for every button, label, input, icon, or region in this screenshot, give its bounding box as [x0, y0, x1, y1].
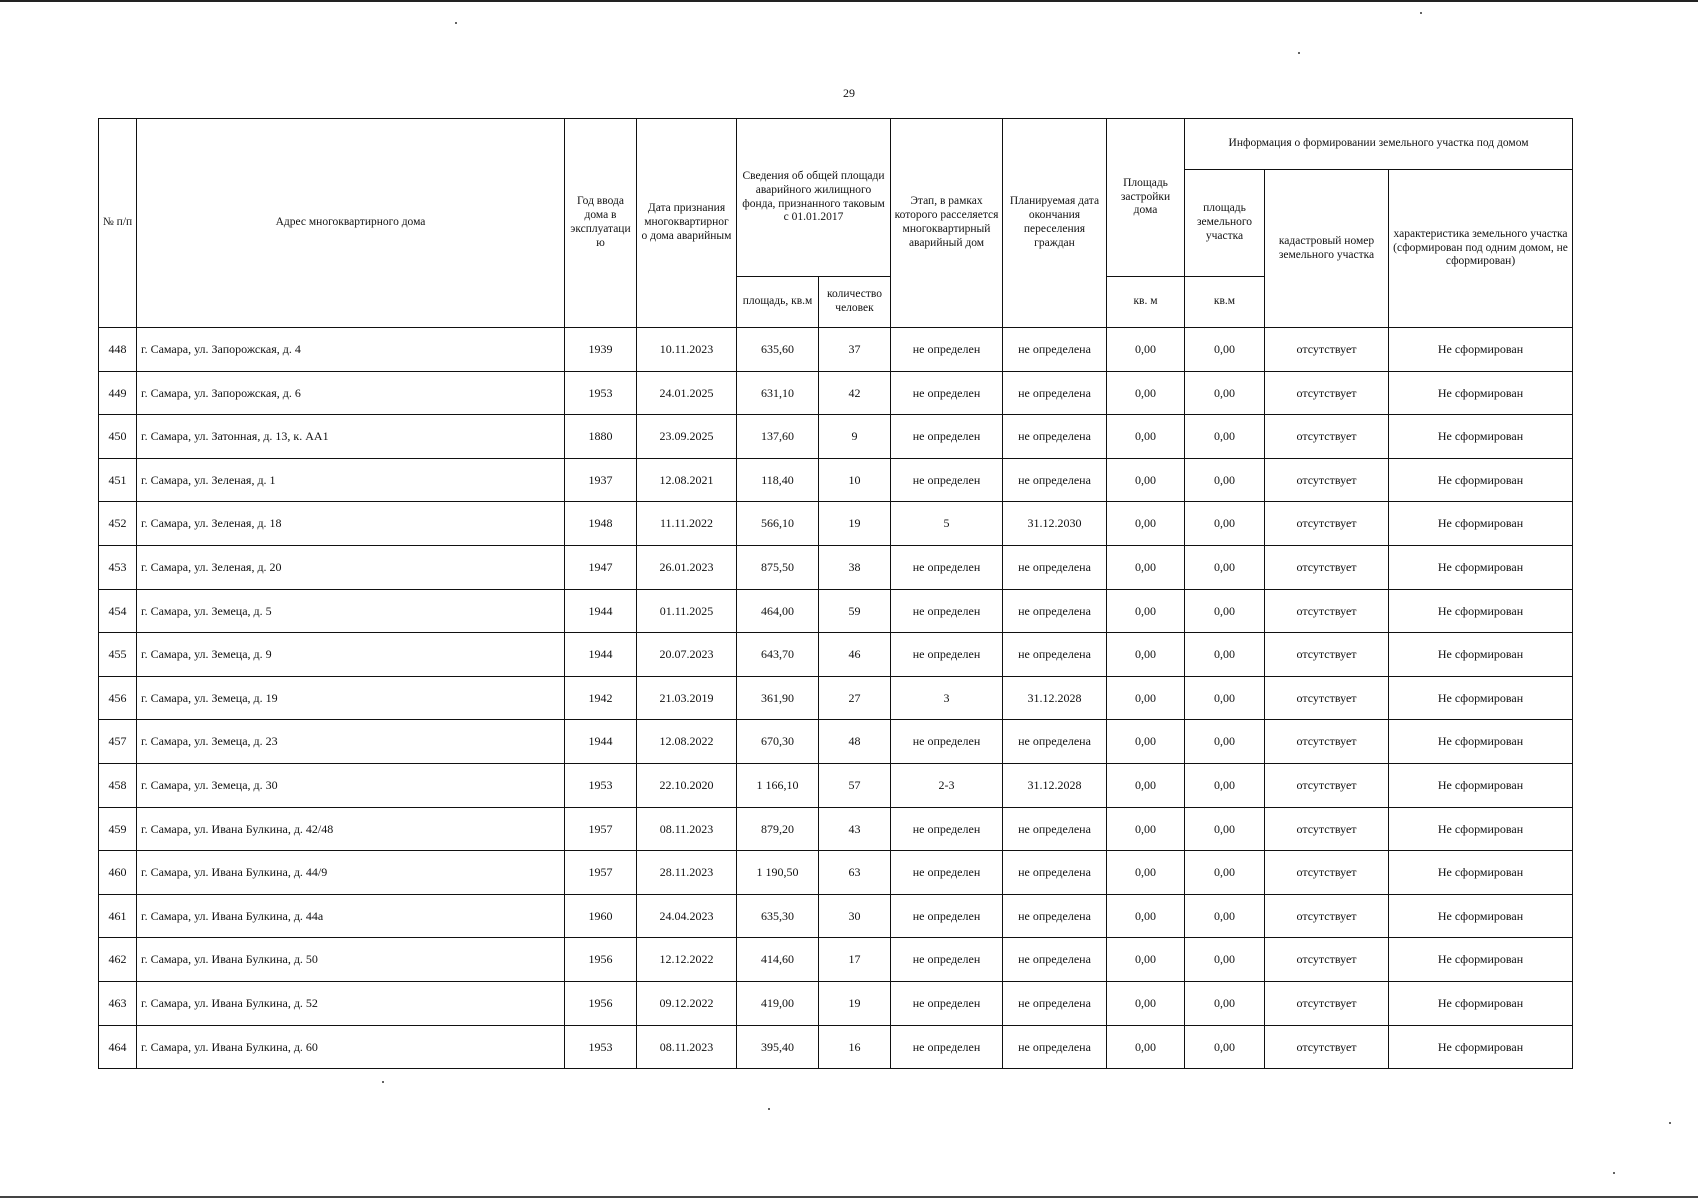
- recognition-date-cell: 11.11.2022: [637, 502, 737, 546]
- characteristic-cell: Не сформирован: [1389, 1025, 1573, 1069]
- planned-date-cell: не определена: [1003, 589, 1107, 633]
- built-area-cell: 0,00: [1107, 763, 1185, 807]
- people-count-cell: 48: [819, 720, 891, 764]
- stage-cell: не определен: [891, 807, 1003, 851]
- scan-speck: [1613, 1172, 1615, 1174]
- recognition-date-cell: 26.01.2023: [637, 545, 737, 589]
- cadastral-cell: отсутствует: [1265, 676, 1389, 720]
- cadastral-cell: отсутствует: [1265, 807, 1389, 851]
- characteristic-cell: Не сформирован: [1389, 633, 1573, 677]
- planned-date-cell: 31.12.2028: [1003, 676, 1107, 720]
- recognition-date-cell: 01.11.2025: [637, 589, 737, 633]
- row-number: 463: [99, 981, 137, 1025]
- year-cell: 1944: [565, 720, 637, 764]
- people-count-cell: 37: [819, 328, 891, 372]
- header-fund-people: количество человек: [819, 277, 891, 328]
- table-row: [99, 458, 1573, 502]
- land-area-cell: 0,00: [1185, 938, 1265, 982]
- built-area-cell: 0,00: [1107, 545, 1185, 589]
- row-number: 451: [99, 458, 137, 502]
- people-count-cell: 9: [819, 415, 891, 459]
- land-area-cell: 0,00: [1185, 720, 1265, 764]
- cadastral-cell: отсутствует: [1265, 981, 1389, 1025]
- cadastral-cell: отсутствует: [1265, 371, 1389, 415]
- header-num: № п/п: [99, 119, 137, 328]
- table-row: [99, 763, 1573, 807]
- cadastral-cell: отсутствует: [1265, 415, 1389, 459]
- land-area-cell: 0,00: [1185, 415, 1265, 459]
- land-area-cell: 0,00: [1185, 676, 1265, 720]
- stage-cell: не определен: [891, 894, 1003, 938]
- row-number: 453: [99, 545, 137, 589]
- characteristic-cell: Не сформирован: [1389, 851, 1573, 895]
- stage-cell: 2-3: [891, 763, 1003, 807]
- land-area-cell: 0,00: [1185, 633, 1265, 677]
- header-planned-date: Планируемая дата окончания переселения граждан: [1003, 119, 1107, 328]
- land-area-cell: 0,00: [1185, 458, 1265, 502]
- cadastral-cell: отсутствует: [1265, 545, 1389, 589]
- header-characteristic: характеристика земельного участка (сформирован под одним домом, не сформирован): [1389, 170, 1573, 328]
- cadastral-cell: отсутствует: [1265, 502, 1389, 546]
- stage-cell: не определен: [891, 938, 1003, 982]
- emergency-housing-table: [98, 118, 1573, 1069]
- built-area-cell: 0,00: [1107, 894, 1185, 938]
- cadastral-cell: отсутствует: [1265, 720, 1389, 764]
- stage-cell: не определен: [891, 851, 1003, 895]
- people-count-cell: 42: [819, 371, 891, 415]
- people-count-cell: 63: [819, 851, 891, 895]
- header-cadastral: кадастровый номер земельного участка: [1265, 170, 1389, 328]
- people-count-cell: 10: [819, 458, 891, 502]
- year-cell: 1953: [565, 763, 637, 807]
- people-count-cell: 46: [819, 633, 891, 677]
- address-cell: г. Самара, ул. Ивана Булкина, д. 50: [137, 938, 565, 982]
- recognition-date-cell: 12.08.2021: [637, 458, 737, 502]
- cadastral-cell: отсутствует: [1265, 328, 1389, 372]
- people-count-cell: 30: [819, 894, 891, 938]
- address-cell: г. Самара, ул. Зеленая, д. 20: [137, 545, 565, 589]
- cadastral-cell: отсутствует: [1265, 1025, 1389, 1069]
- fund-area-cell: 566,10: [737, 502, 819, 546]
- built-area-cell: 0,00: [1107, 328, 1185, 372]
- fund-area-cell: 875,50: [737, 545, 819, 589]
- cadastral-cell: отсутствует: [1265, 763, 1389, 807]
- address-cell: г. Самара, ул. Земеца, д. 23: [137, 720, 565, 764]
- row-number: 454: [99, 589, 137, 633]
- year-cell: 1937: [565, 458, 637, 502]
- address-cell: г. Самара, ул. Земеца, д. 9: [137, 633, 565, 677]
- stage-cell: не определен: [891, 633, 1003, 677]
- table-row: [99, 633, 1573, 677]
- row-number: 458: [99, 763, 137, 807]
- people-count-cell: 27: [819, 676, 891, 720]
- table-row: [99, 589, 1573, 633]
- built-area-cell: 0,00: [1107, 676, 1185, 720]
- table-row: [99, 545, 1573, 589]
- characteristic-cell: Не сформирован: [1389, 328, 1573, 372]
- year-cell: 1942: [565, 676, 637, 720]
- year-cell: 1957: [565, 851, 637, 895]
- characteristic-cell: Не сформирован: [1389, 981, 1573, 1025]
- recognition-date-cell: 12.08.2022: [637, 720, 737, 764]
- cadastral-cell: отсутствует: [1265, 633, 1389, 677]
- built-area-cell: 0,00: [1107, 371, 1185, 415]
- people-count-cell: 57: [819, 763, 891, 807]
- stage-cell: не определен: [891, 981, 1003, 1025]
- recognition-date-cell: 24.01.2025: [637, 371, 737, 415]
- header-year: Год ввода дома в эксплуатаци ю: [565, 119, 637, 328]
- built-area-cell: 0,00: [1107, 851, 1185, 895]
- row-number: 448: [99, 328, 137, 372]
- land-area-cell: 0,00: [1185, 851, 1265, 895]
- built-area-cell: 0,00: [1107, 1025, 1185, 1069]
- table-row: [99, 851, 1573, 895]
- recognition-date-cell: 24.04.2023: [637, 894, 737, 938]
- scan-speck: [1420, 12, 1422, 14]
- characteristic-cell: Не сформирован: [1389, 589, 1573, 633]
- characteristic-cell: Не сформирован: [1389, 894, 1573, 938]
- built-area-cell: 0,00: [1107, 807, 1185, 851]
- built-area-cell: 0,00: [1107, 415, 1185, 459]
- housing-table-container: [98, 118, 1572, 1069]
- characteristic-cell: Не сформирован: [1389, 807, 1573, 851]
- people-count-cell: 59: [819, 589, 891, 633]
- table-row: [99, 415, 1573, 459]
- stage-cell: не определен: [891, 1025, 1003, 1069]
- year-cell: 1947: [565, 545, 637, 589]
- scan-edge-bottom: [0, 1196, 1698, 1198]
- land-area-cell: 0,00: [1185, 589, 1265, 633]
- built-area-cell: 0,00: [1107, 458, 1185, 502]
- cadastral-cell: отсутствует: [1265, 894, 1389, 938]
- row-number: 452: [99, 502, 137, 546]
- scan-speck: [768, 1108, 770, 1110]
- year-cell: 1953: [565, 371, 637, 415]
- stage-cell: 5: [891, 502, 1003, 546]
- recognition-date-cell: 28.11.2023: [637, 851, 737, 895]
- fund-area-cell: 1 190,50: [737, 851, 819, 895]
- land-area-cell: 0,00: [1185, 807, 1265, 851]
- row-number: 462: [99, 938, 137, 982]
- recognition-date-cell: 09.12.2022: [637, 981, 737, 1025]
- cadastral-cell: отсутствует: [1265, 589, 1389, 633]
- land-area-cell: 0,00: [1185, 763, 1265, 807]
- fund-area-cell: 670,30: [737, 720, 819, 764]
- table-row: [99, 720, 1573, 764]
- stage-cell: не определен: [891, 328, 1003, 372]
- table-row: [99, 676, 1573, 720]
- planned-date-cell: 31.12.2030: [1003, 502, 1107, 546]
- characteristic-cell: Не сформирован: [1389, 720, 1573, 764]
- people-count-cell: 16: [819, 1025, 891, 1069]
- planned-date-cell: не определена: [1003, 545, 1107, 589]
- year-cell: 1957: [565, 807, 637, 851]
- table-row: [99, 981, 1573, 1025]
- land-area-cell: 0,00: [1185, 502, 1265, 546]
- address-cell: г. Самара, ул. Затонная, д. 13, к. АА1: [137, 415, 565, 459]
- recognition-date-cell: 08.11.2023: [637, 1025, 737, 1069]
- planned-date-cell: не определена: [1003, 807, 1107, 851]
- planned-date-cell: не определена: [1003, 328, 1107, 372]
- recognition-date-cell: 22.10.2020: [637, 763, 737, 807]
- header-date-recognition: Дата признания многоквартирног о дома аварийным: [637, 119, 737, 328]
- built-area-cell: 0,00: [1107, 633, 1185, 677]
- address-cell: г. Самара, ул. Зеленая, д. 1: [137, 458, 565, 502]
- fund-area-cell: 419,00: [737, 981, 819, 1025]
- stage-cell: не определен: [891, 371, 1003, 415]
- built-area-cell: 0,00: [1107, 938, 1185, 982]
- people-count-cell: 17: [819, 938, 891, 982]
- address-cell: г. Самара, ул. Земеца, д. 19: [137, 676, 565, 720]
- table-row: [99, 328, 1573, 372]
- address-cell: г. Самара, ул. Запорожская, д. 6: [137, 371, 565, 415]
- characteristic-cell: Не сформирован: [1389, 415, 1573, 459]
- scan-edge-top: [0, 0, 1698, 2]
- row-number: 464: [99, 1025, 137, 1069]
- address-cell: г. Самара, ул. Земеца, д. 5: [137, 589, 565, 633]
- fund-area-cell: 635,60: [737, 328, 819, 372]
- recognition-date-cell: 20.07.2023: [637, 633, 737, 677]
- built-area-cell: 0,00: [1107, 589, 1185, 633]
- address-cell: г. Самара, ул. Ивана Булкина, д. 52: [137, 981, 565, 1025]
- land-area-cell: 0,00: [1185, 894, 1265, 938]
- table-row: [99, 807, 1573, 851]
- planned-date-cell: 31.12.2028: [1003, 763, 1107, 807]
- row-number: 459: [99, 807, 137, 851]
- recognition-date-cell: 23.09.2025: [637, 415, 737, 459]
- fund-area-cell: 631,10: [737, 371, 819, 415]
- address-cell: г. Самара, ул. Ивана Булкина, д. 44а: [137, 894, 565, 938]
- row-number: 461: [99, 894, 137, 938]
- land-area-cell: 0,00: [1185, 545, 1265, 589]
- fund-area-cell: 643,70: [737, 633, 819, 677]
- fund-area-cell: 635,30: [737, 894, 819, 938]
- planned-date-cell: не определена: [1003, 458, 1107, 502]
- people-count-cell: 19: [819, 981, 891, 1025]
- address-cell: г. Самара, ул. Ивана Булкина, д. 42/48: [137, 807, 565, 851]
- characteristic-cell: Не сформирован: [1389, 763, 1573, 807]
- address-cell: г. Самара, ул. Ивана Булкина, д. 60: [137, 1025, 565, 1069]
- address-cell: г. Самара, ул. Запорожская, д. 4: [137, 328, 565, 372]
- cadastral-cell: отсутствует: [1265, 851, 1389, 895]
- year-cell: 1960: [565, 894, 637, 938]
- page-number: 29: [843, 86, 855, 100]
- address-cell: г. Самара, ул. Земеца, д. 30: [137, 763, 565, 807]
- header-land-area-unit: кв.м: [1185, 277, 1265, 328]
- year-cell: 1956: [565, 981, 637, 1025]
- fund-area-cell: 137,60: [737, 415, 819, 459]
- scan-speck: [382, 1081, 384, 1083]
- fund-area-cell: 1 166,10: [737, 763, 819, 807]
- header-fund-area: площадь, кв.м: [737, 277, 819, 328]
- table-row: [99, 502, 1573, 546]
- fund-area-cell: 118,40: [737, 458, 819, 502]
- land-area-cell: 0,00: [1185, 328, 1265, 372]
- scan-speck: [1669, 1122, 1671, 1124]
- fund-area-cell: 395,40: [737, 1025, 819, 1069]
- fund-area-cell: 414,60: [737, 938, 819, 982]
- land-area-cell: 0,00: [1185, 1025, 1265, 1069]
- built-area-cell: 0,00: [1107, 720, 1185, 764]
- recognition-date-cell: 12.12.2022: [637, 938, 737, 982]
- row-number: 455: [99, 633, 137, 677]
- scan-speck: [1298, 52, 1300, 54]
- stage-cell: не определен: [891, 415, 1003, 459]
- year-cell: 1944: [565, 589, 637, 633]
- year-cell: 1880: [565, 415, 637, 459]
- land-area-cell: 0,00: [1185, 981, 1265, 1025]
- year-cell: 1953: [565, 1025, 637, 1069]
- planned-date-cell: не определена: [1003, 371, 1107, 415]
- year-cell: 1944: [565, 633, 637, 677]
- table-row: [99, 371, 1573, 415]
- characteristic-cell: Не сформирован: [1389, 676, 1573, 720]
- table-body: [99, 328, 1573, 1069]
- table-row: [99, 894, 1573, 938]
- people-count-cell: 43: [819, 807, 891, 851]
- header-land-info: Информация о формировании земельного участка под домом: [1185, 119, 1573, 170]
- planned-date-cell: не определена: [1003, 720, 1107, 764]
- table-row: [99, 938, 1573, 982]
- land-area-cell: 0,00: [1185, 371, 1265, 415]
- characteristic-cell: Не сформирован: [1389, 458, 1573, 502]
- planned-date-cell: не определена: [1003, 415, 1107, 459]
- planned-date-cell: не определена: [1003, 894, 1107, 938]
- header-fund-info: Сведения об общей площади аварийного жилищного фонда, признанного таковым с 01.01.2017: [737, 119, 891, 277]
- planned-date-cell: не определена: [1003, 633, 1107, 677]
- stage-cell: не определен: [891, 720, 1003, 764]
- stage-cell: не определен: [891, 458, 1003, 502]
- year-cell: 1948: [565, 502, 637, 546]
- table-header: [99, 119, 1573, 328]
- characteristic-cell: Не сформирован: [1389, 502, 1573, 546]
- planned-date-cell: не определена: [1003, 1025, 1107, 1069]
- planned-date-cell: не определена: [1003, 981, 1107, 1025]
- address-cell: г. Самара, ул. Ивана Булкина, д. 44/9: [137, 851, 565, 895]
- scan-speck: [455, 22, 457, 24]
- year-cell: 1939: [565, 328, 637, 372]
- planned-date-cell: не определена: [1003, 851, 1107, 895]
- header-stage: Этап, в рамках которого расселяется многоквартирный аварийный дом: [891, 119, 1003, 328]
- people-count-cell: 19: [819, 502, 891, 546]
- recognition-date-cell: 21.03.2019: [637, 676, 737, 720]
- row-number: 456: [99, 676, 137, 720]
- stage-cell: 3: [891, 676, 1003, 720]
- built-area-cell: 0,00: [1107, 502, 1185, 546]
- header-built-area-unit: кв. м: [1107, 277, 1185, 328]
- characteristic-cell: Не сформирован: [1389, 371, 1573, 415]
- fund-area-cell: 464,00: [737, 589, 819, 633]
- stage-cell: не определен: [891, 545, 1003, 589]
- row-number: 457: [99, 720, 137, 764]
- row-number: 460: [99, 851, 137, 895]
- fund-area-cell: 361,90: [737, 676, 819, 720]
- header-address: Адрес многоквартирного дома: [137, 119, 565, 328]
- people-count-cell: 38: [819, 545, 891, 589]
- row-number: 450: [99, 415, 137, 459]
- table-row: [99, 1025, 1573, 1069]
- header-land-area: площадь земельного участка: [1185, 170, 1265, 277]
- cadastral-cell: отсутствует: [1265, 938, 1389, 982]
- stage-cell: не определен: [891, 589, 1003, 633]
- header-built-area: Площадь застройки дома: [1107, 119, 1185, 277]
- characteristic-cell: Не сформирован: [1389, 545, 1573, 589]
- planned-date-cell: не определена: [1003, 938, 1107, 982]
- fund-area-cell: 879,20: [737, 807, 819, 851]
- row-number: 449: [99, 371, 137, 415]
- address-cell: г. Самара, ул. Зеленая, д. 18: [137, 502, 565, 546]
- recognition-date-cell: 08.11.2023: [637, 807, 737, 851]
- characteristic-cell: Не сформирован: [1389, 938, 1573, 982]
- year-cell: 1956: [565, 938, 637, 982]
- built-area-cell: 0,00: [1107, 981, 1185, 1025]
- cadastral-cell: отсутствует: [1265, 458, 1389, 502]
- recognition-date-cell: 10.11.2023: [637, 328, 737, 372]
